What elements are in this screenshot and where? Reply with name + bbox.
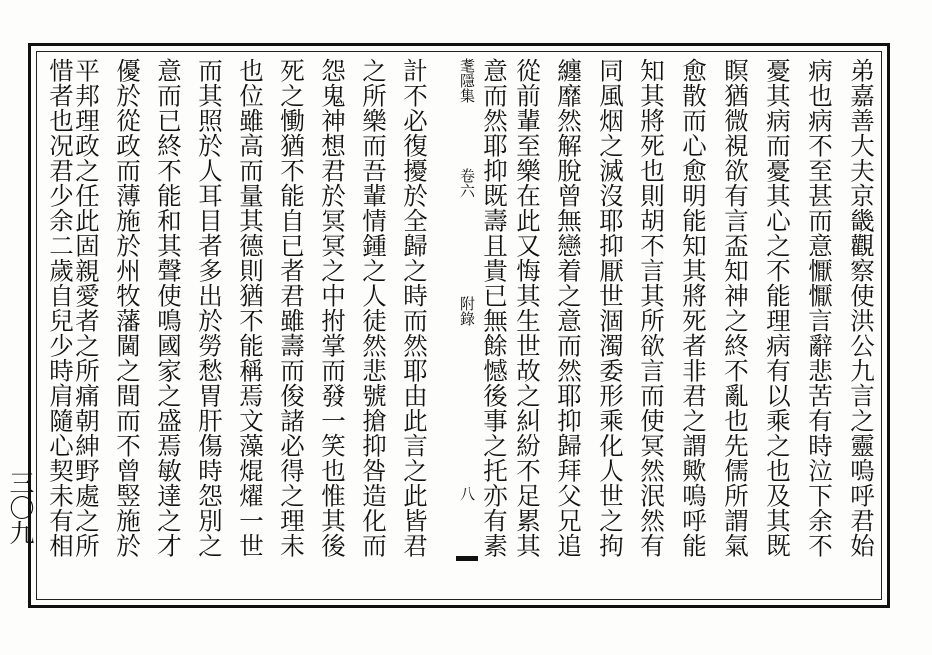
text-column-20: 惜者也况君少余二歲自兒少時肩隨心契未有相 — [46, 58, 75, 558]
leaf-number: 八 — [458, 486, 476, 501]
text-column-1: 弟嘉善大夫京畿觀察使洪公九言之靈嗚呼君始 — [847, 58, 876, 558]
text-column-15: 也位雖高而量其德則猶不能稱焉文藻焜燿一世 — [236, 58, 265, 558]
text-column-16: 而其照於人耳目者多出於勞愁胃肝傷時怨別之 — [195, 58, 224, 558]
center-margin-column — [447, 58, 487, 598]
text-column-2: 病也病不至甚而意懨懨言辭悲苦有時泣下余不 — [805, 58, 834, 558]
text-column-4: 瞑猶微視欲有言盃知神之終不亂也先儒所謂氣 — [721, 58, 750, 558]
text-column-14: 死之慟猶不能自已者君雖壽而俊諸必得之理未 — [277, 58, 306, 558]
text-column-9: 從前輩至樂在此又悔其生世故之糾紛不足累其 — [513, 58, 542, 558]
text-column-19: 平邦理政之任此固親愛者之所痛朝紳野處之所 — [72, 58, 101, 558]
text-column-8: 纏靡然解脫曾無戀着之意而然耶抑歸拜父兄追 — [554, 58, 583, 558]
text-column-11: 計不必復擾於全歸之時而然耶由此言之此皆君 — [400, 58, 429, 558]
text-column-18: 優於從政而薄施於州牧藩閫之間而不曾竪施於 — [113, 58, 142, 558]
text-column-7: 同風烟之滅沒耶抑厭世涸濁委形乘化人世之拘 — [596, 58, 625, 558]
text-column-6: 知其將死也則胡不言其所欲言而使冥然泯然有 — [637, 58, 666, 558]
text-column-10: 意而然耶抑既壽且貴已無餘憾後事之托亦有素 — [480, 58, 509, 558]
text-column-3: 憂其病而憂其心之不能理病有以乘之也及其既 — [763, 58, 792, 558]
text-column-5: 愈散而心愈明能知其將死者非君之謂歟嗚呼能 — [679, 58, 708, 558]
collection-title: 耄隱集 — [458, 58, 476, 103]
text-column-12: 之所樂而吾輩情鍾之人徒然悲號搶抑咎造化而 — [359, 58, 388, 558]
fold-mark — [456, 556, 478, 561]
text-column-17: 意而已終不能和其聲使鳴國家之盛焉敏達之才 — [154, 58, 183, 558]
section-label: 附錄 — [458, 296, 476, 326]
page-number: 三〇九 — [6, 470, 35, 545]
text-column-13: 怨鬼神想君於冥冥之中拊掌而發一笑也惟其後 — [318, 58, 347, 558]
volume-label: 卷六 — [458, 168, 476, 198]
